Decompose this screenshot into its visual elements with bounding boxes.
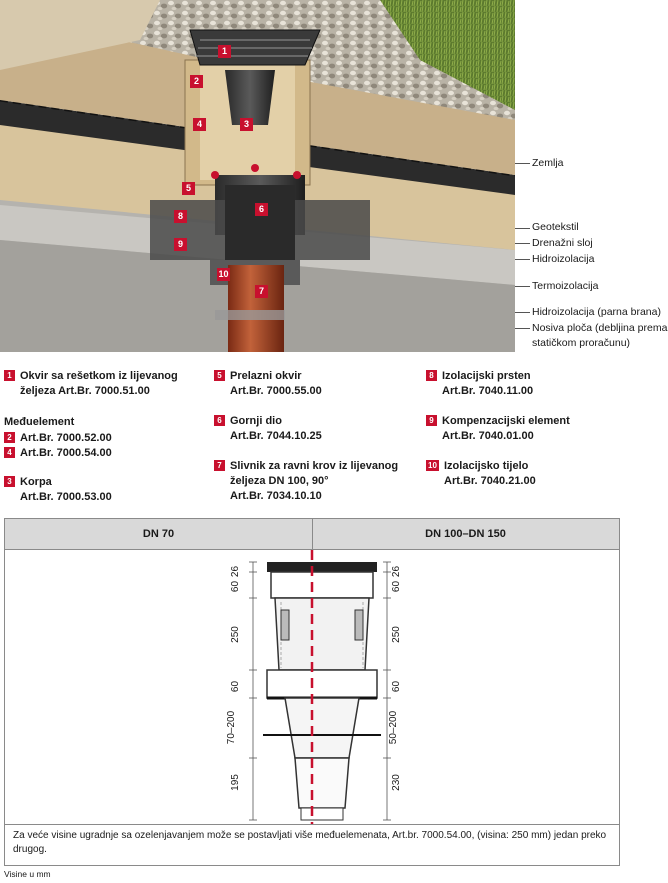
dim-left-60: 60 <box>230 580 242 593</box>
legend-text: željeza Art.Br. 7000.51.00 <box>20 385 150 397</box>
legend-text: Art.Br. 7040.01.00 <box>442 430 534 442</box>
legend-badge: 3 <box>4 476 15 487</box>
badge-4: 4 <box>193 118 206 131</box>
layer-label-nosiva-ploca: Nosiva ploča (debljina prema <box>532 322 668 334</box>
layer-label-geotekstil: Geotekstil <box>532 221 579 233</box>
legend-item-2 <box>4 431 112 446</box>
legend-item-4 <box>4 446 112 461</box>
legend-text: Art.Br. 7000.52.00 <box>20 432 112 444</box>
legend-text: Kompenzacijski element <box>442 415 570 427</box>
leader-line <box>515 328 530 329</box>
badge-2: 2 <box>190 75 203 88</box>
leader-line <box>515 163 530 164</box>
legend-text: Izolacijsko tijelo <box>444 460 529 472</box>
legend-item-1 <box>4 369 178 399</box>
dim-left-26: 26 <box>230 565 242 578</box>
legend-text: Slivnik za ravni krov iz lijevanog <box>230 460 399 472</box>
legend-item-3 <box>4 475 112 505</box>
legend-badge: 10 <box>426 460 439 471</box>
dim-right-50-200: 50–200 <box>388 710 400 745</box>
section-drawing <box>5 550 619 825</box>
dim-left-60b: 60 <box>230 680 242 693</box>
legend-badge: 4 <box>4 447 15 458</box>
legend-badge: 6 <box>214 415 225 426</box>
layer-label-parna-brana: Hidroizolacija (parna brana) <box>532 306 661 318</box>
roof-drain-cutaway-illustration <box>0 0 515 352</box>
table-note: Za veće visine ugradnje sa ozelenjavanjem može se postavljati više međuelemenata, Art.br. 7000.54.00, (visina: 250 mm) jedan preko drugog. <box>5 824 619 864</box>
badge-7: 7 <box>255 285 268 298</box>
layer-label-termoizolacija: Termoizolacija <box>532 280 599 292</box>
leader-line <box>515 243 530 244</box>
legend-badge: 7 <box>214 460 225 471</box>
legend-badge: 9 <box>426 415 437 426</box>
leader-line <box>515 259 530 260</box>
table-header <box>5 519 619 550</box>
layer-label-zemlja: Zemlja <box>532 157 564 169</box>
layer-label-nosiva-ploca-cont: statičkom proračunu) <box>532 337 631 349</box>
table-header-dn70: DN 70 <box>142 528 175 540</box>
legend-badge: 1 <box>4 370 15 381</box>
legend-text: Art.Br. 7044.10.25 <box>230 430 322 442</box>
badge-10: 10 <box>218 269 229 279</box>
dim-right-60b: 60 <box>391 680 403 693</box>
legend-item-5 <box>214 369 322 399</box>
legend-text: Okvir sa rešetkom iz lijevanog <box>20 370 178 382</box>
layer-label-drenazni-sloj: Drenažni sloj <box>532 237 593 249</box>
dim-right-230: 230 <box>390 774 402 791</box>
legend-badge: 2 <box>4 432 15 443</box>
legend-text: Art.Br. 7000.53.00 <box>20 491 112 503</box>
legend-text: željeza DN 100, 90° <box>230 475 329 487</box>
badge-3: 3 <box>240 118 253 131</box>
legend-text: Gornji dio <box>230 415 282 427</box>
legend-text: Izolacijski prsten <box>442 370 531 382</box>
legend-text: Prelazni okvir <box>230 370 302 382</box>
legend-text: Art.Br. 7000.55.00 <box>230 385 322 397</box>
legend-item-8 <box>426 369 533 399</box>
dim-left-70-200: 70–200 <box>226 710 238 745</box>
legend-badge: 8 <box>426 370 437 381</box>
legend-group-title: Međuelement <box>4 416 75 428</box>
layer-label-hidroizolacija: Hidroizolacija <box>532 253 595 265</box>
legend-item-10 <box>426 459 536 489</box>
leader-line <box>515 228 530 229</box>
dim-left-250: 250 <box>229 626 241 643</box>
badge-8: 8 <box>174 210 187 223</box>
table-header-dn100-150: DN 100–DN 150 <box>425 528 506 540</box>
legend-item-9 <box>426 414 570 444</box>
badge-5: 5 <box>182 182 195 195</box>
cutaway-drawing <box>0 0 515 352</box>
footnote: Visine u mm <box>4 869 51 879</box>
dim-right-250: 250 <box>390 626 402 643</box>
dim-right-26: 26 <box>391 565 403 578</box>
legend-badge: 5 <box>214 370 225 381</box>
legend-item-7 <box>214 459 398 504</box>
dimension-table <box>4 518 620 866</box>
leader-line <box>515 286 530 287</box>
legend-text: Art.Br. 7034.10.10 <box>230 490 322 502</box>
legend-text: Art.Br. 7040.11.00 <box>442 385 534 397</box>
dim-right-60: 60 <box>391 580 403 593</box>
badge-6: 6 <box>255 203 268 216</box>
badge-9: 9 <box>174 238 187 251</box>
legend-text: Art.Br. 7040.21.00 <box>444 475 536 487</box>
badge-1: 1 <box>218 45 231 58</box>
legend-text: Korpa <box>20 476 52 488</box>
legend-item-6 <box>214 414 322 444</box>
dim-left-195: 195 <box>229 774 241 791</box>
leader-line <box>515 312 530 313</box>
legend-text: Art.Br. 7000.54.00 <box>20 447 112 459</box>
